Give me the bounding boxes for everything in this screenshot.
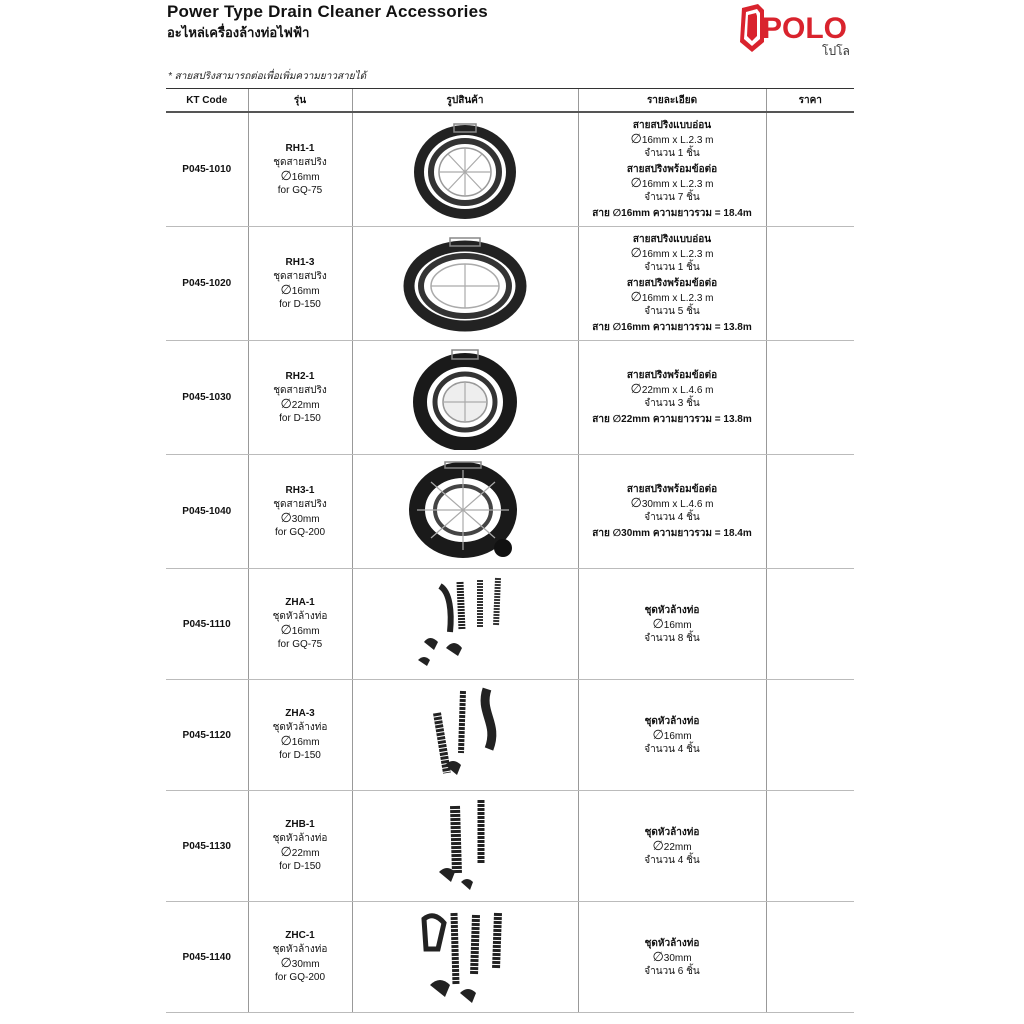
kt-code: P045-1020 [166,227,248,341]
model-for: for D-150 [279,412,321,424]
detail-heading: สายสปริงแบบอ่อน [632,119,712,131]
model-cell [248,341,352,455]
product-image-cell [352,569,578,680]
detail-qty: จำนวน 6 ชิ้น [644,965,700,977]
model-desc: ชุดหัวล้างท่อ [272,722,328,733]
table-row [166,455,854,569]
table-row [166,227,854,341]
model-desc: ชุดหัวล้างท่อ [272,611,328,622]
detail-qty: จำนวน 8 ชิ้น [644,632,700,644]
model-size: ∅16mm [280,622,320,637]
price-cell [766,791,854,902]
col-header-detail: รายละเอียด [578,89,766,113]
table-note: * สายสปริงสามารถต่อเพื่อเพิ่มความยาวสายได้ [168,71,367,82]
detail-qty: จำนวน 1 ชิ้น [644,261,700,273]
model-desc: ชุดสายสปริง [273,270,327,282]
page-subtitle: อะไหล่เครื่องล้างท่อไฟฟ้า [167,25,310,40]
detail-total: สาย ∅16mm ความยาวรวม = 13.8m [592,321,752,333]
detail-cell [578,680,766,791]
detail-spec: ∅22mm x L.4.6 m [630,380,714,396]
model-desc: ชุดสายสปริง [273,498,327,510]
detail-cell [578,902,766,1013]
price-cell [766,680,854,791]
cleaning-heads-image [415,683,515,787]
model-name: RH1-1 [285,142,315,154]
detail-cell [578,227,766,341]
detail-spec: ∅16mm x L.2.3 m [630,244,714,260]
price-cell [766,455,854,569]
detail-qty-2: จำนวน 7 ชิ้น [644,191,700,203]
detail-spec: ∅16mm x L.2.3 m [630,130,714,146]
model-for: for D-150 [279,298,321,310]
detail-cell [578,455,766,569]
model-name: ZHA-1 [285,597,315,608]
price-cell [766,341,854,455]
kt-code: P045-1010 [166,112,248,227]
kt-code: P045-1040 [166,455,248,569]
detail-heading: ชุดหัวล้างท่อ [644,715,700,727]
price-cell [766,902,854,1013]
col-header-code: KT Code [166,89,248,113]
kt-code: P045-1120 [166,680,248,791]
detail-heading-2: สายสปริงพร้อมข้อต่อ [626,163,718,175]
model-cell [248,227,352,341]
model-name: ZHA-3 [285,708,315,719]
price-cell [766,569,854,680]
model-cell [248,455,352,569]
cleaning-heads-image [410,905,520,1009]
model-desc: ชุดหัวล้างท่อ [272,833,328,844]
detail-spec: ∅22mm [652,837,692,853]
model-name: RH2-1 [285,370,315,382]
detail-heading: สายสปริงพร้อมข้อต่อ [626,369,718,381]
product-image-cell [352,680,578,791]
model-cell [248,902,352,1013]
model-size: ∅16mm [280,167,320,183]
model-size: ∅16mm [280,733,320,748]
detail-heading: ชุดหัวล้างท่อ [644,937,700,949]
detail-qty: จำนวน 3 ชิ้น [644,397,700,409]
detail-cell [578,569,766,680]
product-image-cell [352,112,578,227]
cable-coil-image [410,120,520,220]
product-image-cell [352,341,578,455]
col-header-price: ราคา [766,89,854,113]
detail-qty: จำนวน 4 ชิ้น [644,854,700,866]
detail-total: สาย ∅30mm ความยาวรวม = 18.4m [592,527,752,539]
detail-spec: ∅30mm [652,948,692,964]
accessories-table [166,88,854,1013]
page-title: Power Type Drain Cleaner Accessories [167,2,488,21]
detail-qty: จำนวน 4 ชิ้น [644,511,700,523]
detail-cell [578,112,766,227]
product-image-cell [352,791,578,902]
logo-subtitle: โปโล [822,44,850,58]
model-size: ∅16mm [280,281,320,297]
detail-heading: ชุดหัวล้างท่อ [644,604,700,616]
detail-spec-2: ∅16mm x L.2.3 m [630,174,714,190]
table-row [166,902,854,1013]
cleaning-heads-image [410,572,520,676]
model-size: ∅30mm [280,509,320,525]
kt-code: P045-1130 [166,791,248,902]
model-for: for D-150 [279,861,321,872]
model-cell [248,112,352,227]
model-desc: ชุดสายสปริง [273,384,327,396]
detail-spec: ∅16mm [652,615,692,631]
model-size: ∅22mm [280,844,320,859]
cable-coil-image [405,460,525,564]
table-header-row [166,89,854,113]
table-row [166,569,854,680]
table-row [166,341,854,455]
model-for: for GQ-200 [274,972,326,983]
detail-heading: สายสปริงแบบอ่อน [632,233,712,245]
detail-spec-2: ∅16mm x L.2.3 m [630,288,714,304]
model-name: ZHB-1 [285,819,315,830]
model-size: ∅30mm [280,955,320,970]
model-for: for GQ-75 [277,639,323,650]
price-cell [766,112,854,227]
model-name: RH3-1 [285,484,315,496]
model-desc: ชุดสายสปริง [273,156,327,168]
detail-heading: ชุดหัวล้างท่อ [644,826,700,838]
cable-coil-image [410,346,520,450]
kt-code: P045-1140 [166,902,248,1013]
product-image-cell [352,455,578,569]
detail-qty: จำนวน 4 ชิ้น [644,743,700,755]
table-row [166,680,854,791]
model-size: ∅22mm [280,395,320,411]
kt-code: P045-1030 [166,341,248,455]
product-image-cell [352,902,578,1013]
detail-qty: จำนวน 1 ชิ้น [644,147,700,159]
model-desc: ชุดหัวล้างท่อ [272,944,328,955]
cable-coil-image [400,234,530,334]
model-name: RH1-3 [285,256,315,268]
detail-qty-2: จำนวน 5 ชิ้น [644,305,700,317]
price-cell [766,227,854,341]
model-for: for GQ-200 [274,526,326,538]
detail-cell [578,341,766,455]
model-for: for GQ-75 [277,184,323,196]
product-image-cell [352,227,578,341]
table-row [166,112,854,227]
detail-heading: สายสปริงพร้อมข้อต่อ [626,483,718,495]
table-row [166,791,854,902]
svg-text:POLO: POLO [762,12,848,45]
detail-heading-2: สายสปริงพร้อมข้อต่อ [626,277,718,289]
detail-total: สาย ∅22mm ความยาวรวม = 13.8m [592,413,752,425]
detail-spec: ∅16mm [652,726,692,742]
cleaning-heads-image [415,794,515,898]
model-name: ZHC-1 [285,930,315,941]
col-header-image: รูปสินค้า [352,89,578,113]
model-for: for D-150 [279,750,321,761]
model-cell [248,569,352,680]
detail-cell [578,791,766,902]
model-cell [248,791,352,902]
detail-total: สาย ∅16mm ความยาวรวม = 18.4m [592,207,752,219]
kt-code: P045-1110 [166,569,248,680]
model-cell [248,680,352,791]
detail-spec: ∅30mm x L.4.6 m [630,494,714,510]
col-header-model: รุ่น [248,89,352,113]
